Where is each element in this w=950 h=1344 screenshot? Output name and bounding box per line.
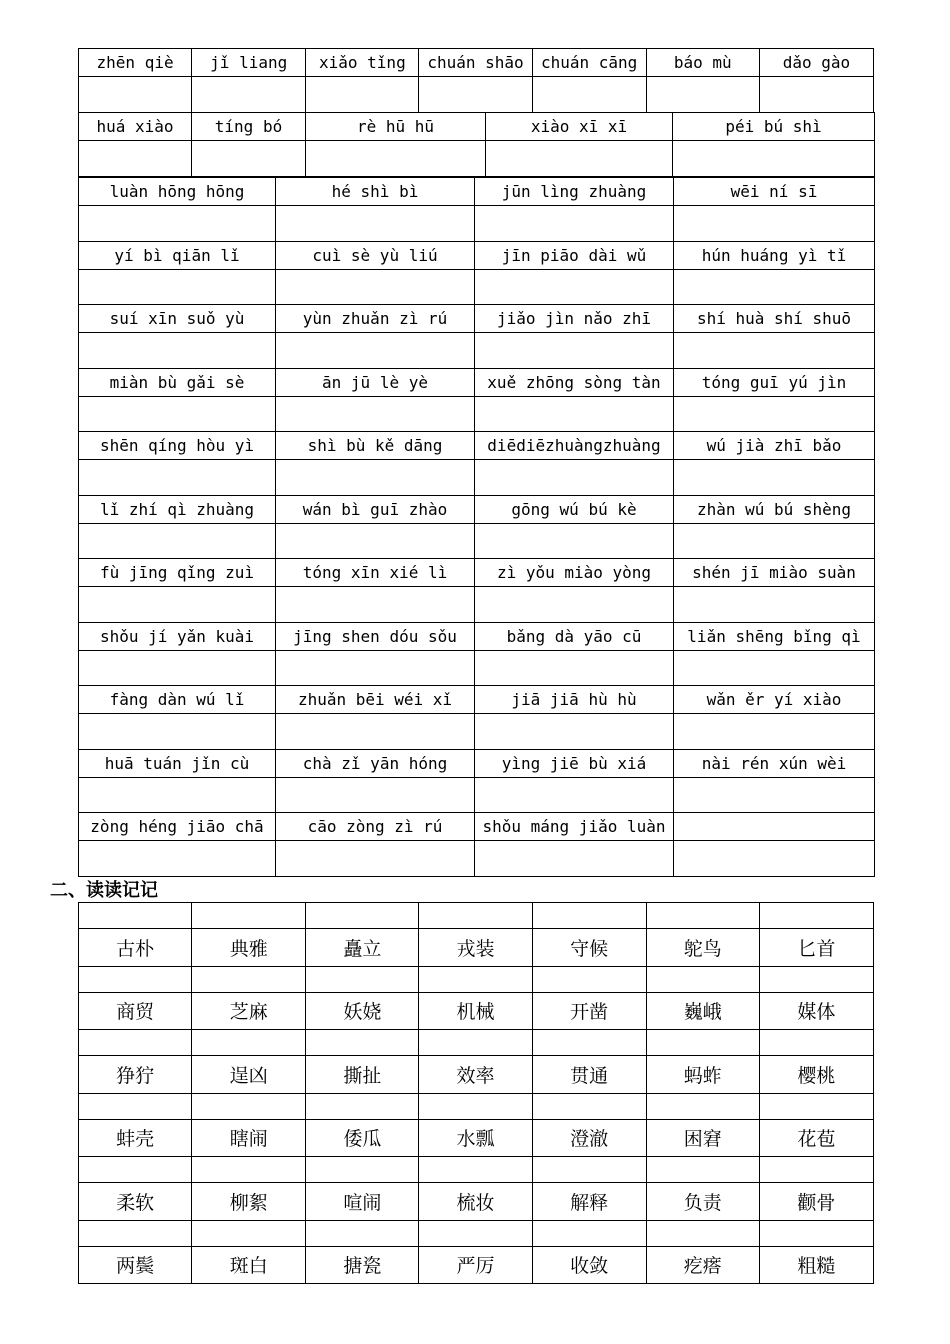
word-row: [79, 992, 874, 1030]
answer-cell[interactable]: [674, 777, 875, 813]
pinyin-answer-row: [79, 1030, 874, 1056]
pinyin-answer-row: [79, 903, 874, 929]
pinyin-cell: huá xiào: [79, 113, 192, 141]
pinyin-cell: shí huà shí shuō: [674, 305, 875, 333]
word-cell: 匕首: [759, 929, 873, 967]
answer-cell[interactable]: [646, 1093, 759, 1119]
answer-cell[interactable]: [306, 903, 419, 929]
answer-cell[interactable]: [276, 206, 475, 242]
answer-cell[interactable]: [532, 1030, 646, 1056]
answer-cell[interactable]: [192, 141, 306, 177]
pinyin-cell: chà zǐ yān hóng: [276, 749, 475, 777]
answer-cell[interactable]: [79, 1093, 192, 1119]
pinyin-cell: zhàn wú bú shèng: [674, 495, 875, 523]
pinyin-answer-row: [79, 1220, 874, 1246]
word-cell: 狰狞: [79, 1056, 192, 1094]
pinyin-cell: zòng héng jiāo chā: [79, 813, 276, 841]
pinyin-cell: yùn zhuǎn zì rú: [276, 305, 475, 333]
pinyin-cell: xiǎo tǐng: [306, 49, 419, 77]
pinyin-cell: lǐ zhí qì zhuàng: [79, 495, 276, 523]
word-cell: 典雅: [192, 929, 306, 967]
answer-cell[interactable]: [276, 460, 475, 496]
answer-cell[interactable]: [532, 1093, 646, 1119]
answer-cell[interactable]: [532, 903, 646, 929]
answer-cell[interactable]: [759, 1220, 873, 1246]
pinyin-cell: suí xīn suǒ yù: [79, 305, 276, 333]
word-cell: 巍峨: [646, 992, 759, 1030]
word-cell: 蚌壳: [79, 1119, 192, 1157]
pinyin-cell: tóng guī yú jìn: [674, 368, 875, 396]
pinyin-row: [79, 495, 875, 523]
answer-cell[interactable]: [532, 1157, 646, 1183]
pinyin-cell: wán bì guī zhào: [276, 495, 475, 523]
answer-cell[interactable]: [192, 903, 306, 929]
answer-cell[interactable]: [759, 966, 873, 992]
answer-cell[interactable]: [79, 206, 276, 242]
pinyin-table-1: [78, 48, 874, 113]
answer-cell[interactable]: [475, 523, 674, 559]
word-cell: 芝麻: [192, 992, 306, 1030]
pinyin-answer-row: [79, 966, 874, 992]
word-cell: 矗立: [306, 929, 419, 967]
answer-cell[interactable]: [419, 903, 532, 929]
answer-cell[interactable]: [79, 587, 276, 623]
word-cell: 媒体: [759, 992, 873, 1030]
answer-cell[interactable]: [673, 141, 875, 177]
answer-cell[interactable]: [79, 523, 276, 559]
answer-cell[interactable]: [276, 523, 475, 559]
answer-cell[interactable]: [674, 841, 875, 877]
answer-cell[interactable]: [419, 1157, 532, 1183]
pinyin-cell: diēdiēzhuàngzhuàng: [475, 432, 674, 460]
pinyin-row: [79, 432, 875, 460]
pinyin-answer-row: [79, 1093, 874, 1119]
pinyin-row: [79, 686, 875, 714]
pinyin-cell: dǎo gào: [759, 49, 873, 77]
answer-cell[interactable]: [759, 1030, 873, 1056]
answer-row: [79, 396, 875, 432]
word-cell: 斑白: [192, 1246, 306, 1284]
answer-cell[interactable]: [674, 523, 875, 559]
word-cell: 瞎闹: [192, 1119, 306, 1157]
answer-cell[interactable]: [532, 966, 646, 992]
answer-cell[interactable]: [419, 966, 532, 992]
pinyin-cell: yí bì qiān lǐ: [79, 241, 276, 269]
answer-cell[interactable]: [79, 841, 276, 877]
word-cell: 倭瓜: [306, 1119, 419, 1157]
section-heading: 二、读读记记: [50, 880, 158, 901]
answer-cell[interactable]: [646, 1220, 759, 1246]
pinyin-cell: jīn piāo dài wǔ: [475, 241, 674, 269]
answer-cell[interactable]: [759, 1093, 873, 1119]
pinyin-row: [79, 241, 875, 269]
answer-cell[interactable]: [475, 841, 674, 877]
answer-cell[interactable]: [306, 141, 486, 177]
word-cell: 古朴: [79, 929, 192, 967]
pinyin-cell: wǎn ěr yí xiào: [674, 686, 875, 714]
pinyin-cell: cāo zòng zì rú: [276, 813, 475, 841]
pinyin-row: [79, 178, 875, 206]
answer-cell[interactable]: [79, 903, 192, 929]
word-cell: 效率: [419, 1056, 532, 1094]
answer-cell[interactable]: [674, 587, 875, 623]
answer-cell[interactable]: [306, 1030, 419, 1056]
word-cell: 蚂蚱: [646, 1056, 759, 1094]
word-cell: 收敛: [532, 1246, 646, 1284]
answer-cell[interactable]: [759, 1157, 873, 1183]
answer-cell[interactable]: [79, 460, 276, 496]
pinyin-cell: liǎn shēng bǐng qì: [674, 622, 875, 650]
answer-cell[interactable]: [192, 1220, 306, 1246]
pinyin-cell: péi bú shì: [673, 113, 875, 141]
pinyin-row: [79, 749, 875, 777]
answer-cell[interactable]: [419, 1093, 532, 1119]
word-cell: 澄澈: [532, 1119, 646, 1157]
pinyin-cell: fàng dàn wú lǐ: [79, 686, 276, 714]
answer-cell[interactable]: [79, 269, 276, 305]
answer-cell[interactable]: [79, 966, 192, 992]
answer-cell[interactable]: [79, 1030, 192, 1056]
pinyin-cell: báo mù: [646, 49, 759, 77]
pinyin-cell: huā tuán jǐn cù: [79, 749, 276, 777]
word-cell: 妖娆: [306, 992, 419, 1030]
word-cell: 困窘: [646, 1119, 759, 1157]
pinyin-cell: [674, 813, 875, 841]
word-cell: 疙瘩: [646, 1246, 759, 1284]
answer-cell[interactable]: [276, 587, 475, 623]
pinyin-cell: hún huáng yì tǐ: [674, 241, 875, 269]
answer-cell[interactable]: [759, 77, 873, 113]
word-cell: 贯通: [532, 1056, 646, 1094]
answer-cell[interactable]: [276, 333, 475, 369]
word-cell: 花苞: [759, 1119, 873, 1157]
answer-cell[interactable]: [192, 1030, 306, 1056]
answer-cell[interactable]: [646, 77, 759, 113]
answer-cell[interactable]: [475, 460, 674, 496]
answer-cell[interactable]: [276, 650, 475, 686]
word-cell: 搪瓷: [306, 1246, 419, 1284]
answer-cell[interactable]: [306, 1093, 419, 1119]
read-remember-table: [78, 902, 874, 1284]
pinyin-cell: chuán cāng: [532, 49, 646, 77]
answer-cell[interactable]: [79, 714, 276, 750]
word-cell: 开凿: [532, 992, 646, 1030]
answer-cell[interactable]: [674, 650, 875, 686]
answer-cell[interactable]: [419, 1220, 532, 1246]
pinyin-row: [79, 813, 875, 841]
answer-cell[interactable]: [276, 714, 475, 750]
word-cell: 商贸: [79, 992, 192, 1030]
answer-cell[interactable]: [674, 333, 875, 369]
pinyin-row: [79, 622, 875, 650]
word-cell: 守候: [532, 929, 646, 967]
word-cell: 喧闹: [306, 1183, 419, 1221]
answer-cell[interactable]: [475, 777, 674, 813]
answer-cell[interactable]: [646, 1157, 759, 1183]
pinyin-cell: xiào xī xī: [486, 113, 673, 141]
answer-cell[interactable]: [646, 966, 759, 992]
pinyin-cell: jiǎo jìn nǎo zhī: [475, 305, 674, 333]
pinyin-cell: shǒu máng jiǎo luàn: [475, 813, 674, 841]
answer-cell[interactable]: [674, 269, 875, 305]
answer-row: [79, 714, 875, 750]
answer-cell[interactable]: [306, 1220, 419, 1246]
word-cell: 粗糙: [759, 1246, 873, 1284]
answer-row: [79, 460, 875, 496]
word-row: [79, 1246, 874, 1284]
answer-cell[interactable]: [192, 966, 306, 992]
pinyin-cell: ān jū lè yè: [276, 368, 475, 396]
answer-cell[interactable]: [276, 777, 475, 813]
pinyin-cell: shēn qíng hòu yì: [79, 432, 276, 460]
answer-cell[interactable]: [306, 77, 419, 113]
pinyin-row: [79, 368, 875, 396]
answer-cell[interactable]: [276, 841, 475, 877]
word-cell: 柳絮: [192, 1183, 306, 1221]
answer-cell[interactable]: [646, 903, 759, 929]
pinyin-cell: hé shì bì: [276, 178, 475, 206]
pinyin-cell: gōng wú bú kè: [475, 495, 674, 523]
answer-cell[interactable]: [475, 714, 674, 750]
pinyin-cell: jiā jiā hù hù: [475, 686, 674, 714]
pinyin-cell: rè hū hū: [306, 113, 486, 141]
answer-row: [79, 841, 875, 877]
pinyin-cell: shǒu jí yǎn kuài: [79, 622, 276, 650]
answer-row: [79, 333, 875, 369]
pinyin-cell: xuě zhōng sòng tàn: [475, 368, 674, 396]
answer-cell[interactable]: [419, 77, 532, 113]
answer-cell[interactable]: [276, 269, 475, 305]
pinyin-cell: zhuǎn bēi wéi xǐ: [276, 686, 475, 714]
word-row: [79, 1183, 874, 1221]
answer-cell[interactable]: [674, 206, 875, 242]
answer-cell[interactable]: [475, 396, 674, 432]
word-cell: 樱桃: [759, 1056, 873, 1094]
word-cell: 逞凶: [192, 1056, 306, 1094]
answer-cell[interactable]: [674, 714, 875, 750]
answer-row: [79, 206, 875, 242]
answer-cell[interactable]: [79, 77, 192, 113]
answer-cell[interactable]: [646, 1030, 759, 1056]
answer-row: [79, 777, 875, 813]
word-cell: 颧骨: [759, 1183, 873, 1221]
pinyin-cell: bǎng dà yāo cū: [475, 622, 674, 650]
answer-cell[interactable]: [532, 1220, 646, 1246]
answer-cell[interactable]: [192, 77, 306, 113]
answer-row: [79, 650, 875, 686]
answer-row: [79, 269, 875, 305]
answer-cell[interactable]: [79, 650, 276, 686]
answer-cell[interactable]: [306, 1157, 419, 1183]
word-cell: 两鬓: [79, 1246, 192, 1284]
word-row: [79, 1056, 874, 1094]
answer-row: [79, 523, 875, 559]
answer-cell[interactable]: [192, 1093, 306, 1119]
pinyin-row: [79, 559, 875, 587]
word-cell: 戎装: [419, 929, 532, 967]
pinyin-cell: zì yǒu miào yòng: [475, 559, 674, 587]
word-cell: 柔软: [79, 1183, 192, 1221]
pinyin-cell: miàn bù gǎi sè: [79, 368, 276, 396]
pinyin-row: [79, 305, 875, 333]
word-cell: 撕扯: [306, 1056, 419, 1094]
pinyin-cell: luàn hōng hōng: [79, 178, 276, 206]
word-cell: 负责: [646, 1183, 759, 1221]
word-row: [79, 929, 874, 967]
pinyin-cell: tóng xīn xié lì: [276, 559, 475, 587]
pinyin-cell: zhēn qiè: [79, 49, 192, 77]
answer-cell[interactable]: [306, 966, 419, 992]
answer-cell[interactable]: [79, 141, 192, 177]
answer-cell[interactable]: [475, 333, 674, 369]
word-cell: 鸵鸟: [646, 929, 759, 967]
pinyin-cell: chuán shāo: [419, 49, 532, 77]
pinyin-cell: shì bù kě dāng: [276, 432, 475, 460]
answer-cell[interactable]: [674, 460, 875, 496]
answer-cell[interactable]: [475, 269, 674, 305]
answer-cell[interactable]: [79, 396, 276, 432]
word-cell: 机械: [419, 992, 532, 1030]
pinyin-cell: nài rén xún wèi: [674, 749, 875, 777]
answer-cell[interactable]: [79, 1220, 192, 1246]
pinyin-cell: yìng jiē bù xiá: [475, 749, 674, 777]
answer-row: [79, 587, 875, 623]
word-cell: 梳妆: [419, 1183, 532, 1221]
pinyin-idiom-table: [78, 177, 875, 877]
pinyin-cell: wú jià zhī bǎo: [674, 432, 875, 460]
answer-cell[interactable]: [79, 777, 276, 813]
answer-cell[interactable]: [532, 77, 646, 113]
pinyin-cell: jīng shen dóu sǒu: [276, 622, 475, 650]
pinyin-answer-row: [79, 1157, 874, 1183]
answer-cell[interactable]: [79, 1157, 192, 1183]
pinyin-cell: shén jī miào suàn: [674, 559, 875, 587]
pinyin-cell: tíng bó: [192, 113, 306, 141]
word-cell: 解释: [532, 1183, 646, 1221]
word-row: [79, 1119, 874, 1157]
pinyin-cell: jūn lìng zhuàng: [475, 178, 674, 206]
answer-cell[interactable]: [79, 333, 276, 369]
answer-cell[interactable]: [276, 396, 475, 432]
answer-cell[interactable]: [674, 396, 875, 432]
pinyin-cell: cuì sè yù liú: [276, 241, 475, 269]
answer-cell[interactable]: [486, 141, 673, 177]
answer-cell[interactable]: [475, 650, 674, 686]
word-cell: 水瓢: [419, 1119, 532, 1157]
pinyin-table-2: [78, 112, 875, 177]
answer-cell[interactable]: [759, 903, 873, 929]
pinyin-cell: fù jīng qǐng zuì: [79, 559, 276, 587]
pinyin-cell: jǐ liang: [192, 49, 306, 77]
answer-cell[interactable]: [475, 587, 674, 623]
word-cell: 严厉: [419, 1246, 532, 1284]
answer-cell[interactable]: [192, 1157, 306, 1183]
answer-cell[interactable]: [475, 206, 674, 242]
answer-cell[interactable]: [419, 1030, 532, 1056]
pinyin-cell: wēi ní sī: [674, 178, 875, 206]
